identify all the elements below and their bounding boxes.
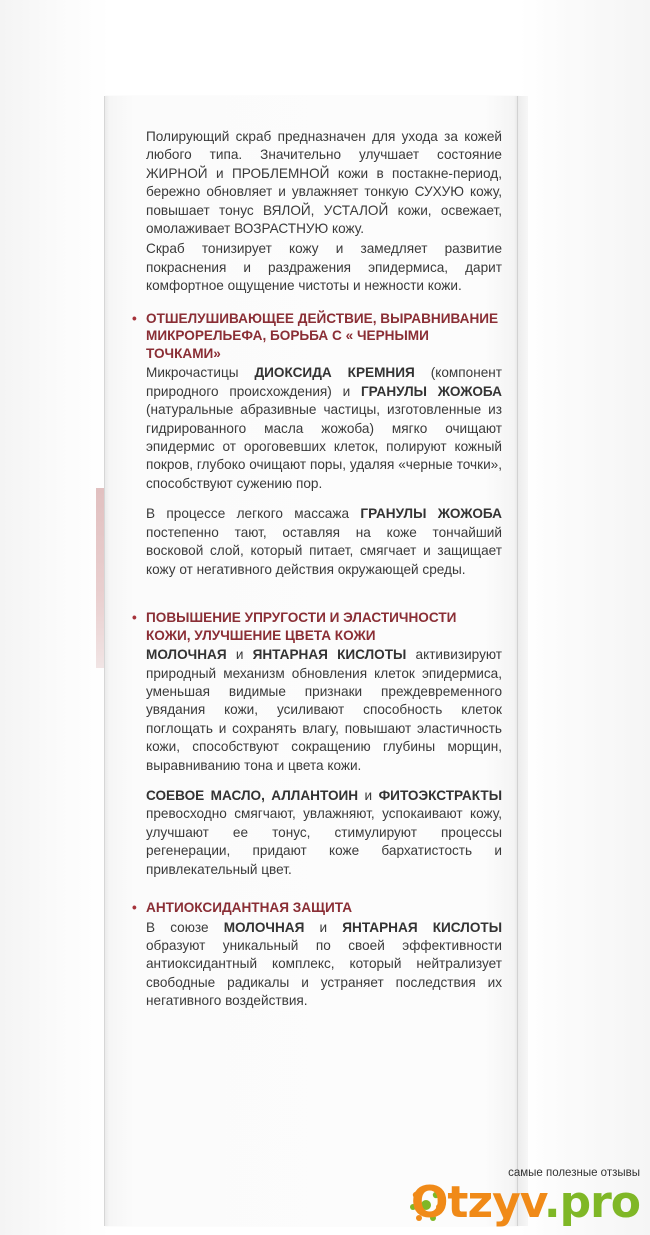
exfoliation-paragraph-2 <box>146 505 502 579</box>
box-left-edge <box>104 96 105 1226</box>
ingredient-name: ДИОКСИДА КРЕМНИЯ <box>254 365 415 381</box>
intro-paragraph-2: Скраб тонизирует кожу и замедляет развитие покраснения и раздражения эпидермиса, дарит комфортное ощущение чистоты и нежности кожи. <box>146 241 502 294</box>
ingredient-name: МОЛОЧНАЯ <box>223 919 305 935</box>
intro-paragraph-1: Полирующий скраб предназначен для ухода за кожей любого типа. Значительно улучшает состояние ЖИРНОЙ и ПРОБЛЕМНОЙ кожи в постакне-период, бережно обновляет и увлажняет тонкую СУХУЮ кожу, повышает тонус ВЯЛОЙ, УСТАЛОЙ кожи, освежает, омолаживает ВОЗРАСТНУЮ кожу. <box>146 129 502 237</box>
heading-text: ОТШЕЛУШИВАЮЩЕЕ ДЕЙСТВИЕ, ВЫРАВНИВАНИЕ МИКРОРЕЛЬЕФА, БОРЬБА С « ЧЕРНЫМИ ТОЧКАМИ» <box>146 310 499 361</box>
otzyv-logo-text <box>411 1177 640 1228</box>
section-heading-elasticity <box>132 609 502 644</box>
text-run: (компонент природного происхождения) и <box>146 365 502 399</box>
text-run: образуют уникальный по своей эффективности антиоксидантный комплекс, который нейтрализует свободные радикалы и устраняет последствия их негативного воздействия. <box>146 937 502 1009</box>
otzyv-watermark <box>408 1167 640 1227</box>
spacer <box>146 495 502 505</box>
box-right-side <box>518 96 528 1226</box>
bullet-icon: • <box>132 609 137 625</box>
ingredient-name: ГРАНУЛЫ ЖОЖОБА <box>360 383 502 399</box>
heading-text: АНТИОКСИДАНТНАЯ ЗАЩИТА <box>146 899 353 915</box>
exfoliation-paragraph-1 <box>146 364 502 493</box>
logo-part-2: .pro <box>543 1177 640 1228</box>
spacer <box>146 777 502 787</box>
text-run: постепенно тают, оставляя на коже тончайший восковой слой, который питает, смягчает и защищает кожу от негативного действия окружающей среды. <box>146 524 502 577</box>
ingredient-name: МОЛОЧНАЯ <box>146 647 227 663</box>
ingredient-name: ЯНТАРНАЯ КИСЛОТЫ <box>342 919 503 935</box>
bullet-icon: • <box>132 310 137 326</box>
text-run: и <box>358 787 379 803</box>
elasticity-paragraph-1 <box>146 646 502 775</box>
heading-text: ПОВЫШЕНИЕ УПРУГОСТИ И ЭЛАСТИЧНОСТИ КОЖИ, УЛУЧШЕНИЕ ЦВЕТА КОЖИ <box>146 609 457 643</box>
text-run: активизируют природный механизм обновления клеток эпидермиса, уменьшая видимые признаки преждевременного увядания кожи, усиливают способность клеток поглощать и сохранять влагу, повышают эластичность кожи, способствуют сокращению глубины морщин, выравниванию тона и цвета кожи. <box>146 647 502 773</box>
text-run: превосходно смягчают, увлажняют, успокаивают кожу, улучшают ее тонус, стимулируют процессы регенерации, придают коже бархатистость и привлекательный цвет. <box>146 806 502 877</box>
ingredient-name: ЯНТАРНАЯ КИСЛОТЫ <box>252 647 407 663</box>
antioxidant-paragraph <box>146 919 502 1011</box>
logo-part-1: Otzyv <box>411 1177 544 1228</box>
text-run: Микрочастицы <box>146 365 255 381</box>
elasticity-paragraph-2 <box>146 787 502 879</box>
text-run: и <box>304 919 343 935</box>
text-run: В процессе легкого массажа <box>146 506 361 522</box>
product-description <box>132 128 503 1013</box>
bullet-icon: • <box>132 899 137 915</box>
ingredient-name: ГРАНУЛЫ ЖОЖОБА <box>360 506 502 522</box>
ingredient-name: ФИТОЭКСТРАКТЫ <box>378 787 502 803</box>
text-run: В союзе <box>146 919 224 935</box>
text-run: и <box>226 647 253 663</box>
section-heading-exfoliation <box>132 310 502 363</box>
watermark-tagline: самые полезные отзывы <box>508 1167 640 1179</box>
ingredient-name: СОЕВОЕ МАСЛО, АЛЛАНТОИН <box>146 787 359 803</box>
text-run: (натуральные абразивные частицы, изготовленные из гидрированного масла жожоба) мягко очищают эпидермис от ороговевших клеток, полируют кожный покров, глубоко очищают поры, удаляя «черные точки», способствуют сужению пор. <box>146 402 502 491</box>
section-heading-antioxidant <box>132 899 502 917</box>
box-side-stripe <box>96 488 104 668</box>
